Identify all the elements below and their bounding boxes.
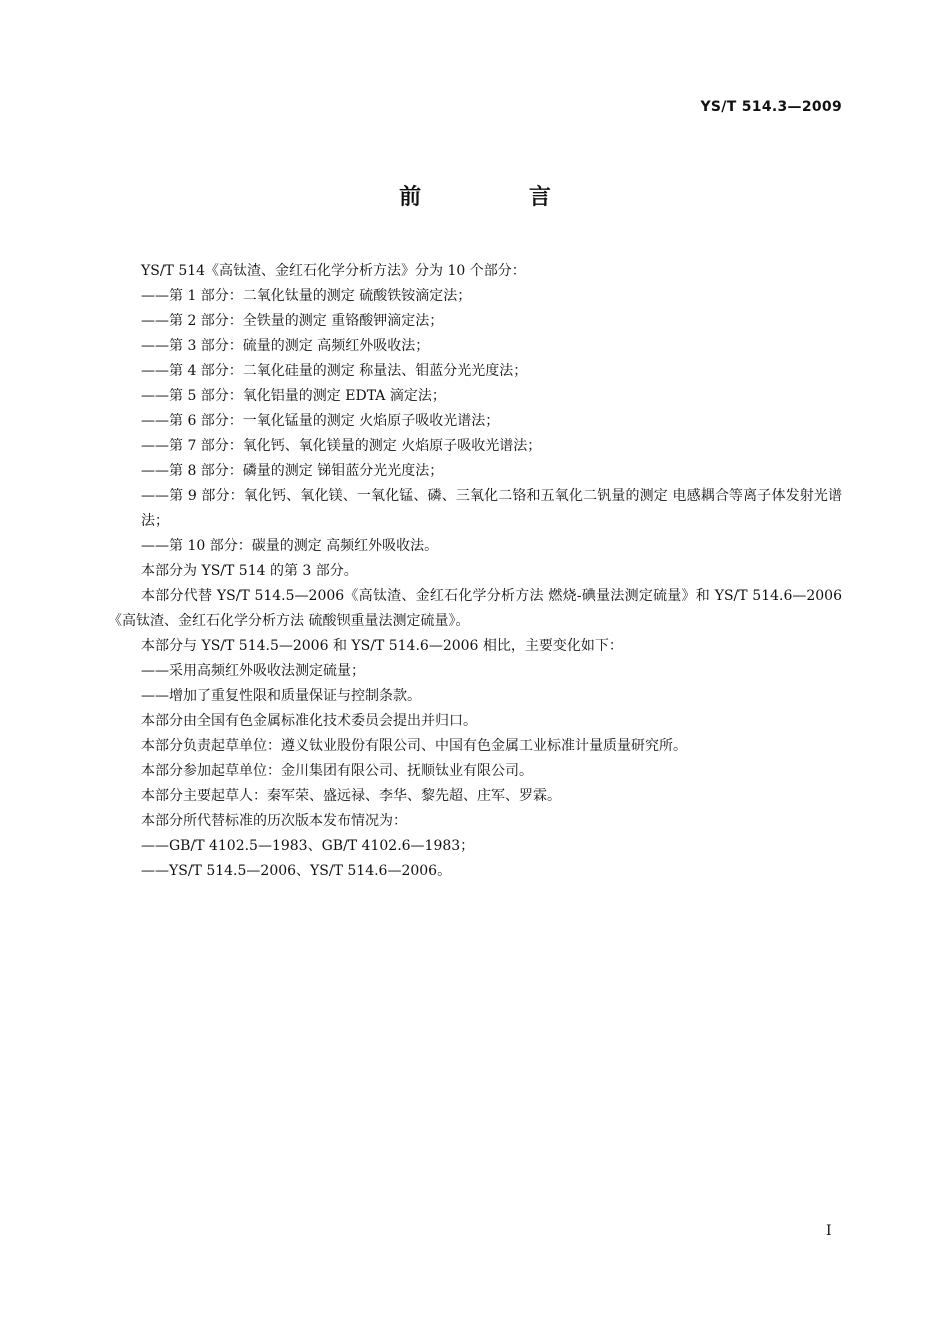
list-item-change-1: ——采用高频红外吸收法测定硫量； xyxy=(141,663,365,679)
paragraph-history: 本部分所代替标准的历次版本发布情况为： xyxy=(141,813,407,829)
paragraph-intro: YS/T 514《高钛渣、金红石化学分析方法》分为 10 个部分： xyxy=(141,263,526,279)
list-item-part-5: ——第 5 部分：氧化铝量的测定 EDTA 滴定法； xyxy=(141,388,446,404)
list-item-part-9: ——第 9 部分：氧化钙、氧化镁、一氧化锰、磷、三氧化二铬和五氧化二钒量的测定 电感耦合等离子体发射光谱法； xyxy=(141,488,842,529)
list-item-part-4: ——第 4 部分：二氧化硅量的测定 称量法、钼蓝分光光度法； xyxy=(141,363,528,379)
list-item-part-1: ——第 1 部分：二氧化钛量的测定 硫酸铁铵滴定法； xyxy=(141,288,472,304)
paragraph-part-scope: 本部分为 YS/T 514 的第 3 部分。 xyxy=(141,563,358,579)
paragraph-changes: 本部分与 YS/T 514.5—2006 和 YS/T 514.6—2006 相比，主要变化如下： xyxy=(141,638,623,654)
list-item-part-3: ——第 3 部分：硫量的测定 高频红外吸收法； xyxy=(141,338,430,354)
page-title: 前 言 xyxy=(399,185,601,210)
paragraph-drafters: 本部分主要起草人：秦军荣、盛远禄、李华、黎先超、庄军、罗霖。 xyxy=(141,788,561,804)
list-item-history-2: ——YS/T 514.5—2006、YS/T 514.6—2006。 xyxy=(141,863,452,879)
list-item-part-8: ——第 8 部分：磷量的测定 锑钼蓝分光光度法； xyxy=(141,463,444,479)
paragraph-drafting-unit: 本部分负责起草单位：遵义钛业股份有限公司、中国有色金属工业标准计量质量研究所。 xyxy=(141,738,687,754)
page-number: I xyxy=(826,1223,832,1239)
list-item-history-1: ——GB/T 4102.5—1983、GB/T 4102.6—1983； xyxy=(141,838,475,854)
list-item-part-10: ——第 10 部分：碳量的测定 高频红外吸收法。 xyxy=(141,538,439,554)
standard-number: YS/T 514.3—2009 xyxy=(700,99,842,115)
list-item-change-2: ——增加了重复性限和质量保证与控制条款。 xyxy=(141,688,421,704)
paragraph-proposer: 本部分由全国有色金属标准化技术委员会提出并归口。 xyxy=(141,713,477,729)
paragraph-participating-unit: 本部分参加起草单位：金川集团有限公司、抚顺钛业有限公司。 xyxy=(141,763,533,779)
list-item-part-6: ——第 6 部分：一氧化锰量的测定 火焰原子吸收光谱法； xyxy=(141,413,500,429)
list-item-part-2: ——第 2 部分：全铁量的测定 重铬酸钾滴定法； xyxy=(141,313,444,329)
paragraph-replaces: 本部分代替 YS/T 514.5—2006《高钛渣、金红石化学分析方法 燃烧-碘量法测定硫量》和 YS/T 514.6—2006《高钛渣、金红石化学分析方法 硫酸钡重量法测定硫量》。 xyxy=(108,588,842,629)
foreword-body xyxy=(108,259,842,884)
list-item-part-7: ——第 7 部分：氧化钙、氧化镁量的测定 火焰原子吸收光谱法； xyxy=(141,438,542,454)
